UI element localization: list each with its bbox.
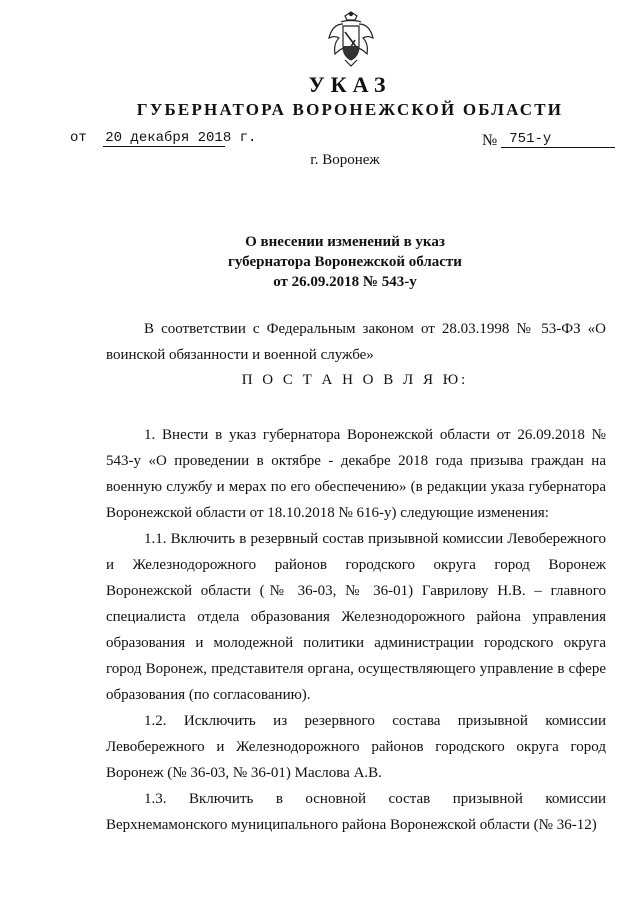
paragraph-1: 1. Внести в указ губернатора Воронежской области от 26.09.2018 № 543-у «О проведении в октябре - декабре 2018 года призыва граждан на военную службу и мерах по его обеспечению» (в редакции указа губернатора Воронежской области от 18.10.2018 № 616-у) следующие изменения: (106, 427, 606, 521)
subject-line-3: от 26.09.2018 № 543-у (273, 274, 417, 290)
number-prefix: № (482, 132, 498, 149)
date-row (70, 130, 257, 147)
document-title: УКАЗ (308, 72, 392, 97)
coat-of-arms-icon (325, 10, 377, 70)
paragraph-1-1: 1.1. Включить в резервный состав призывной комиссии Левобережного и Железнодорожного районов городского округа город Воронеж Воронежской области (№ 36-03, № 36-01) Гаврилову Н.В. – главного специалиста отдела образования Железнодорожного района управления образования и молодежной политики администрации городского округа город Воронеж, представителя органа, осуществляющего управление в сфере образования (по согласованию). (106, 531, 606, 703)
intro-paragraph: В соответствии с Федеральным законом от 28.03.1998 № 53-ФЗ «О воинской обязанности и военной службе» (106, 321, 606, 363)
date-value: 20 декабря 2018 г. (105, 130, 257, 146)
number-value: 751-у (501, 131, 615, 148)
subject-line-2: губернатора Воронежской области (228, 254, 462, 270)
paragraph-1-3: 1.3. Включить в основной состав призывной комиссии Верхнемамонского муниципального района Воронежской области (№ 36-12) (106, 791, 606, 833)
decree-word: П О С Т А Н О В Л Я Ю: (241, 372, 469, 388)
subject-line-1: О внесении изменений в указ (245, 234, 445, 250)
date-prefix: от (70, 130, 87, 146)
city: г. Воронеж (310, 152, 380, 168)
main-body (106, 422, 606, 838)
paragraph-1-2: 1.2. Исключить из резервного состава призывной комиссии Левобережного и Железнодорожного районов городского округа город Воронеж (№ 36-03, № 36-01) Маслова А.В. (106, 713, 606, 781)
intro-block (106, 316, 606, 368)
document-issuer: ГУБЕРНАТОРА ВОРОНЕЖСКОЙ ОБЛАСТИ (136, 100, 564, 119)
document-subject (0, 232, 640, 292)
number-row (482, 132, 615, 151)
